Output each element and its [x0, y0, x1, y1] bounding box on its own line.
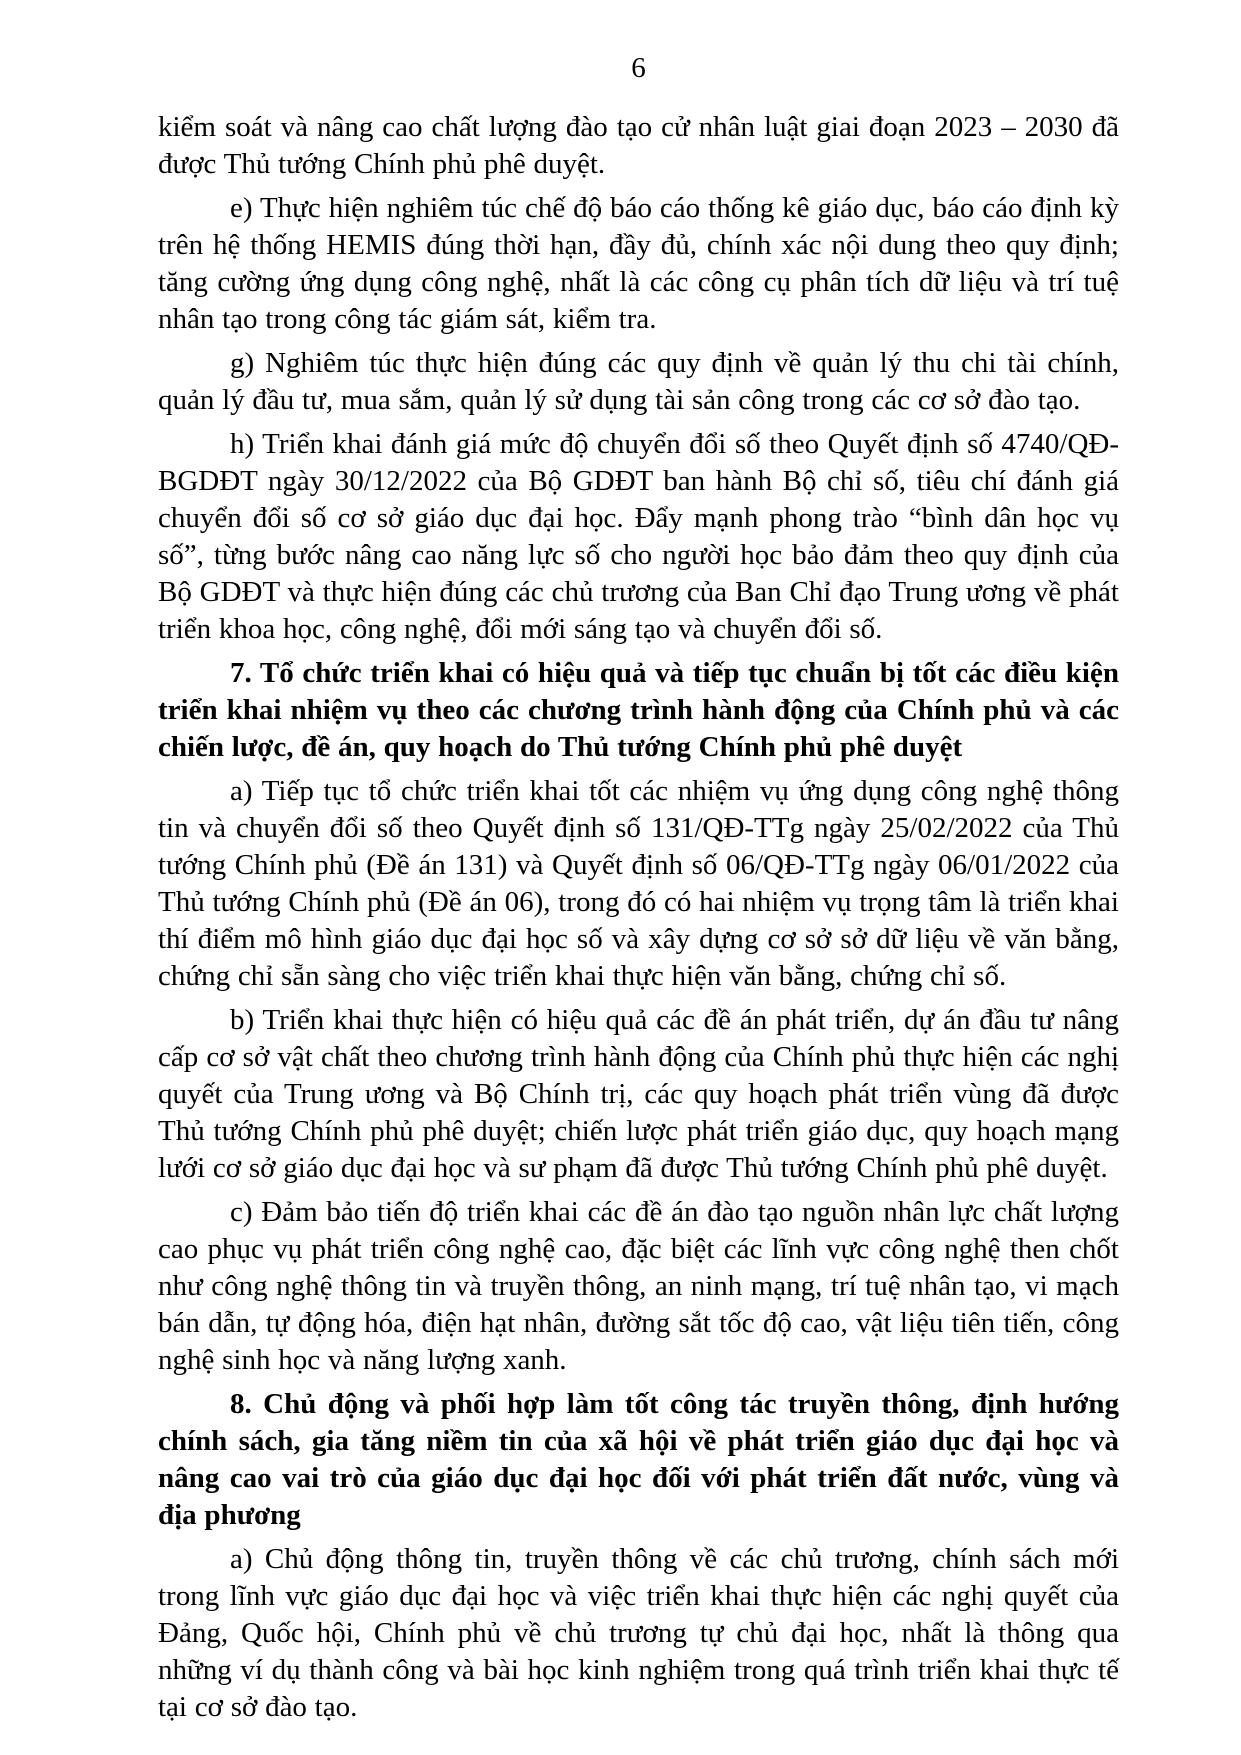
paragraph-7b: b) Triển khai thực hiện có hiệu quả các đề án phát triển, dự án đầu tư nâng cấp cơ sở vật chất theo chương trình hành động của Chính phủ thực hiện các nghị quyết của Trung ương và Bộ Chính trị, các quy hoạch phát triển vùng đã được Thủ tướng Chính phủ phê duyệt; chiến lược phát triển giáo dục, quy hoạch mạng lưới cơ sở giáo dục đại học và sư phạm đã được Thủ tướng Chính phủ phê duyệt. — [158, 1004, 1119, 1184]
paragraph-g: g) Nghiêm túc thực hiện đúng các quy định về quản lý thu chi tài chính, quản lý đầu tư, mua sắm, quản lý sử dụng tài sản công trong các cơ sở đào tạo. — [158, 347, 1119, 416]
section-heading-8: 8. Chủ động và phối hợp làm tốt công tác truyền thông, định hướng chính sách, gia tăng niềm tin của xã hội về phát triển giáo dục đại học và nâng cao vai trò của giáo dục đại học đối với phát triển đất nước, vùng và địa phương — [158, 1388, 1119, 1531]
paragraph-continuation: kiểm soát và nâng cao chất lượng đào tạo cử nhân luật giai đoạn 2023 – 2030 đã được Thủ tướng Chính phủ phê duyệt. — [158, 111, 1119, 180]
paragraph-e: e) Thực hiện nghiêm túc chế độ báo cáo thống kê giáo dục, báo cáo định kỳ trên hệ thống HEMIS đúng thời hạn, đầy đủ, chính xác nội dung theo quy định; tăng cường ứng dụng công nghệ, nhất là các công cụ phân tích dữ liệu và trí tuệ nhân tạo trong công tác giám sát, kiểm tra. — [158, 192, 1119, 335]
paragraph-7a: a) Tiếp tục tổ chức triển khai tốt các nhiệm vụ ứng dụng công nghệ thông tin và chuyển đổi số theo Quyết định số 131/QĐ-TTg ngày 25/02/2022 của Thủ tướng Chính phủ (Đề án 131) và Quyết định số 06/QĐ-TTg ngày 06/01/2022 của Thủ tướng Chính phủ (Đề án 06), trong đó có hai nhiệm vụ trọng tâm là triển khai thí điểm mô hình giáo dục đại học số và xây dựng cơ sở sở dữ liệu về văn bằng, chứng chỉ sẵn sàng cho việc triển khai thực hiện văn bằng, chứng chỉ số. — [158, 775, 1119, 992]
paragraph-8a: a) Chủ động thông tin, truyền thông về các chủ trương, chính sách mới trong lĩnh vực giáo dục đại học và việc triển khai thực hiện các nghị quyết của Đảng, Quốc hội, Chính phủ về chủ trương tự chủ đại học, nhất là thông qua những ví dụ thành công và bài học kinh nghiệm trong quá trình triển khai thực tế tại cơ sở đào tạo. — [158, 1543, 1119, 1723]
section-heading-7: 7. Tổ chức triển khai có hiệu quả và tiếp tục chuẩn bị tốt các điều kiện triển khai nhiệm vụ theo các chương trình hành động của Chính phủ và các chiến lược, đề án, quy hoạch do Thủ tướng Chính phủ phê duyệt — [158, 657, 1119, 763]
page-number: 6 — [631, 52, 646, 84]
paragraph-7c: c) Đảm bảo tiến độ triển khai các đề án đào tạo nguồn nhân lực chất lượng cao phục vụ phát triển công nghệ cao, đặc biệt các lĩnh vực công nghệ then chốt như công nghệ thông tin và truyền thông, an ninh mạng, trí tuệ nhân tạo, vi mạch bán dẫn, tự động hóa, điện hạt nhân, đường sắt tốc độ cao, vật liệu tiên tiến, công nghệ sinh học và năng lượng xanh. — [158, 1196, 1119, 1376]
paragraph-h: h) Triển khai đánh giá mức độ chuyển đổi số theo Quyết định số 4740/QĐ-BGDĐT ngày 30/12/2022 của Bộ GDĐT ban hành Bộ chỉ số, tiêu chí đánh giá chuyển đổi số cơ sở giáo dục đại học. Đẩy mạnh phong trào “bình dân học vụ số”, từng bước nâng cao năng lực số cho người học bảo đảm theo quy định của Bộ GDĐT và thực hiện đúng các chủ trương của Ban Chỉ đạo Trung ương về phát triển khoa học, công nghệ, đổi mới sáng tạo và chuyển đổi số. — [158, 428, 1119, 645]
